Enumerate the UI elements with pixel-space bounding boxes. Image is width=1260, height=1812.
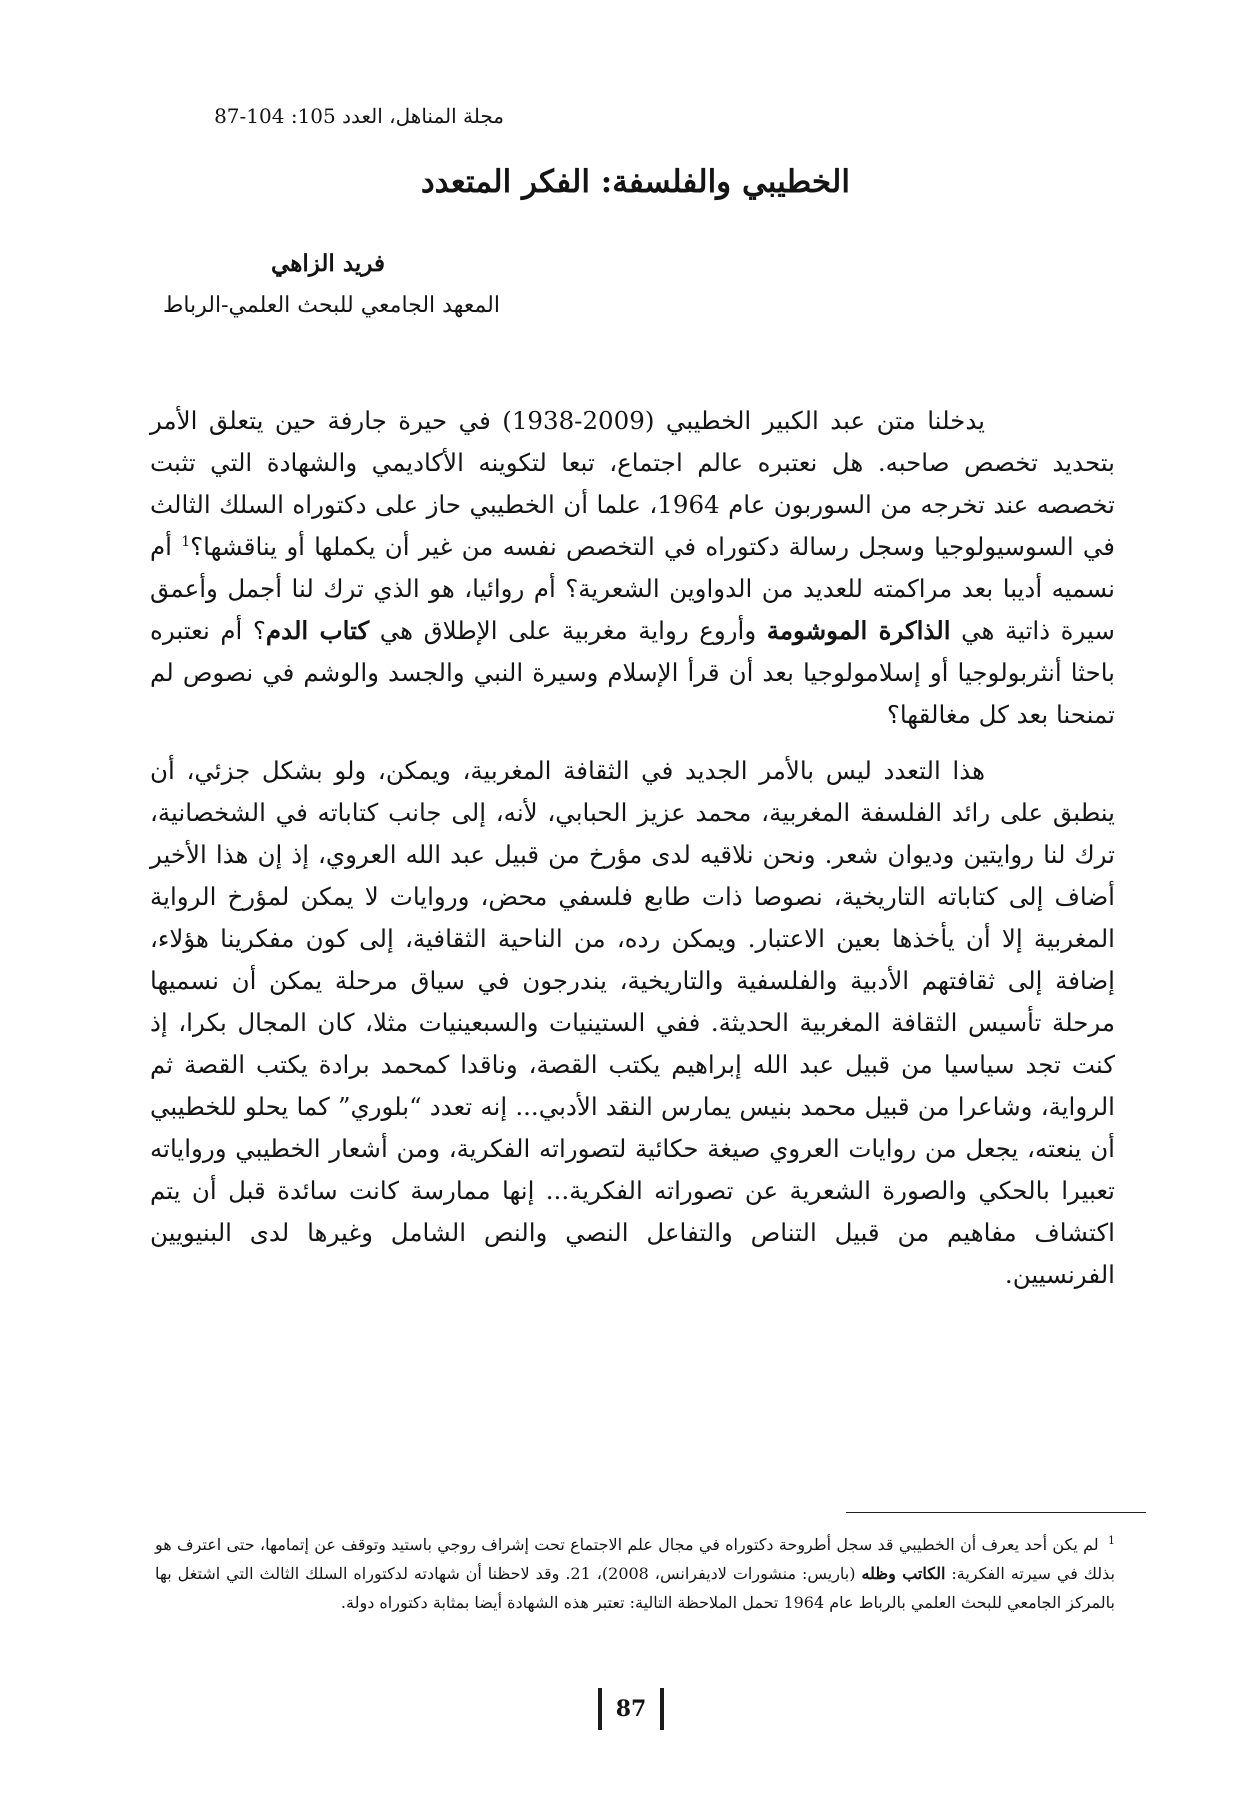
- article-title: الخطيبي والفلسفة: الفكر المتعدد: [420, 164, 850, 200]
- page-number-bar-right: [660, 1688, 664, 1730]
- page-number-value: 87: [615, 1696, 647, 1722]
- book-title-memory: الذاكرة الموشومة: [766, 616, 951, 645]
- page-number: [596, 1684, 666, 1734]
- p1-years: (1938-2009): [502, 406, 655, 435]
- p1-text-2: في حيرة جارفة حين يتعلق الأمر بتحديد تخصص صاحبه. هل نعتبره عالم اجتماع، تبعا لتكوينه الأكاديمي والشهادة التي تثبت تخصصه عند تخرجه من السوربون عام 1964، علما أن الخطيبي حاز على دكتوراه السلك الثالث في السوسيولوجيا وسجل رسالة دكتوراه في التخصص نفسه من غير أن يكملها أو يناقشها؟: [150, 406, 1115, 561]
- page-number-bar-left: [598, 1688, 602, 1730]
- paragraph-1: [150, 400, 1115, 736]
- author-affiliation: المعهد الجامعي للبحث العلمي-الرباط: [162, 293, 500, 318]
- p1-text-4: وأروع رواية مغربية على الإطلاق هي: [379, 616, 757, 645]
- footnote: [155, 1530, 1115, 1617]
- footnote-mark: 1: [1108, 1533, 1115, 1547]
- page-range: 87-104: [214, 104, 285, 128]
- article-body: [150, 400, 1115, 1310]
- footnote-text-2: (باريس: منشورات لاديفرانس، 2008)، 21. وقد لاحظنا أن شهادته لدكتوراه السلك الثالث التي اشتغل بها بالمركز الجامعي للبحث العلمي بالرباط عام 1964 تحمل الملاحظة التالية: تعتبر هذه الشهادة أيضا بمثابة دكتوراه دولة.: [155, 1564, 1115, 1612]
- footnote-reference[interactable]: 1: [181, 533, 191, 550]
- author-name: فريد الزاهي: [271, 250, 385, 277]
- footnote-text-1: لم يكن أحد يعرف أن الخطيبي قد سجل أطروحة دكتوراه في مجال علم الاجتماع تحت إشراف روجي باستيد وتوقف عن إتمامها، حتى اعترف هو بذلك في سيرته الفكرية:: [155, 1535, 1116, 1583]
- footnote-book-title: الكاتب وظله: [861, 1564, 946, 1583]
- p1-text-5: ؟ أم نعتبره باحثا أنثربولوجيا أو إسلامولوجيا بعد أن قرأ الإسلام وسيرة النبي والجسد والوشم في نصوص لم تمنحنا بعد كل مغالقها؟: [150, 616, 1115, 729]
- p1-text-3: أم نسميه أديبا بعد مراكمته للعديد من الدواوين الشعرية؟ أم روائيا، هو الذي ترك لنا أجمل وأعمق سيرة ذاتية هي: [150, 532, 1115, 645]
- footnote-divider: [846, 1512, 1146, 1513]
- running-header: [144, 104, 504, 128]
- paragraph-2: هذا التعدد ليس بالأمر الجديد في الثقافة المغربية، ويمكن، ولو بشكل جزئي، أن ينطبق على رائد الفلسفة المغربية، محمد عزيز الحبابي، لأنه، إلى جانب كتاباته في الشخصانية، ترك لنا روايتين وديوان شعر. ونحن نلاقيه لدى مؤرخ من قبيل عبد الله العروي، إذ إن هذا الأخير أضاف إلى كتاباته التاريخية، نصوصا ذات طابع فلسفي محض، وروايات لا يمكن لمؤرخ الرواية المغربية إلا أن يأخذها بعين الاعتبار. ويمكن رده، من الناحية الثقافية، إلى كون مفكرينا هؤلاء، إضافة إلى ثقافتهم الأدبية والفلسفية والتاريخية، يندرجون في سياق مرحلة يمكن أن نسميها مرحلة تأسيس الثقافة المغربية الحديثة. ففي الستينيات والسبعينيات مثلا، كان المجال بكرا، إذ كنت تجد سياسيا من قبيل عبد الله إبراهيم يكتب القصة، وناقدا كمحمد برادة يكتب القصة ثم الرواية، وشاعرا من قبيل محمد بنيس يمارس النقد الأدبي... إنه تعدد “بلوري” كما يحلو للخطيبي أن ينعته، يجعل من روايات العروي صيغة حكائية لتصوراته الفكرية، ومن أشعار الخطيبي ورواياته تعبيرا بالحكي والصورة الشعرية عن تصوراته الفكرية... إنها ممارسة كانت سائدة قبل أن يتم اكتشاف مفاهيم من قبيل التناص والتفاعل النصي والنص الشامل وغيرها لدى البنيويين الفرنسيين.: [150, 756, 1115, 1289]
- book-title-blood: كتاب الدم: [265, 616, 370, 645]
- p1-text-1: يدخلنا متن عبد الكبير الخطيبي: [665, 406, 986, 435]
- journal-issue: مجلة المناهل، العدد 105:: [290, 104, 504, 128]
